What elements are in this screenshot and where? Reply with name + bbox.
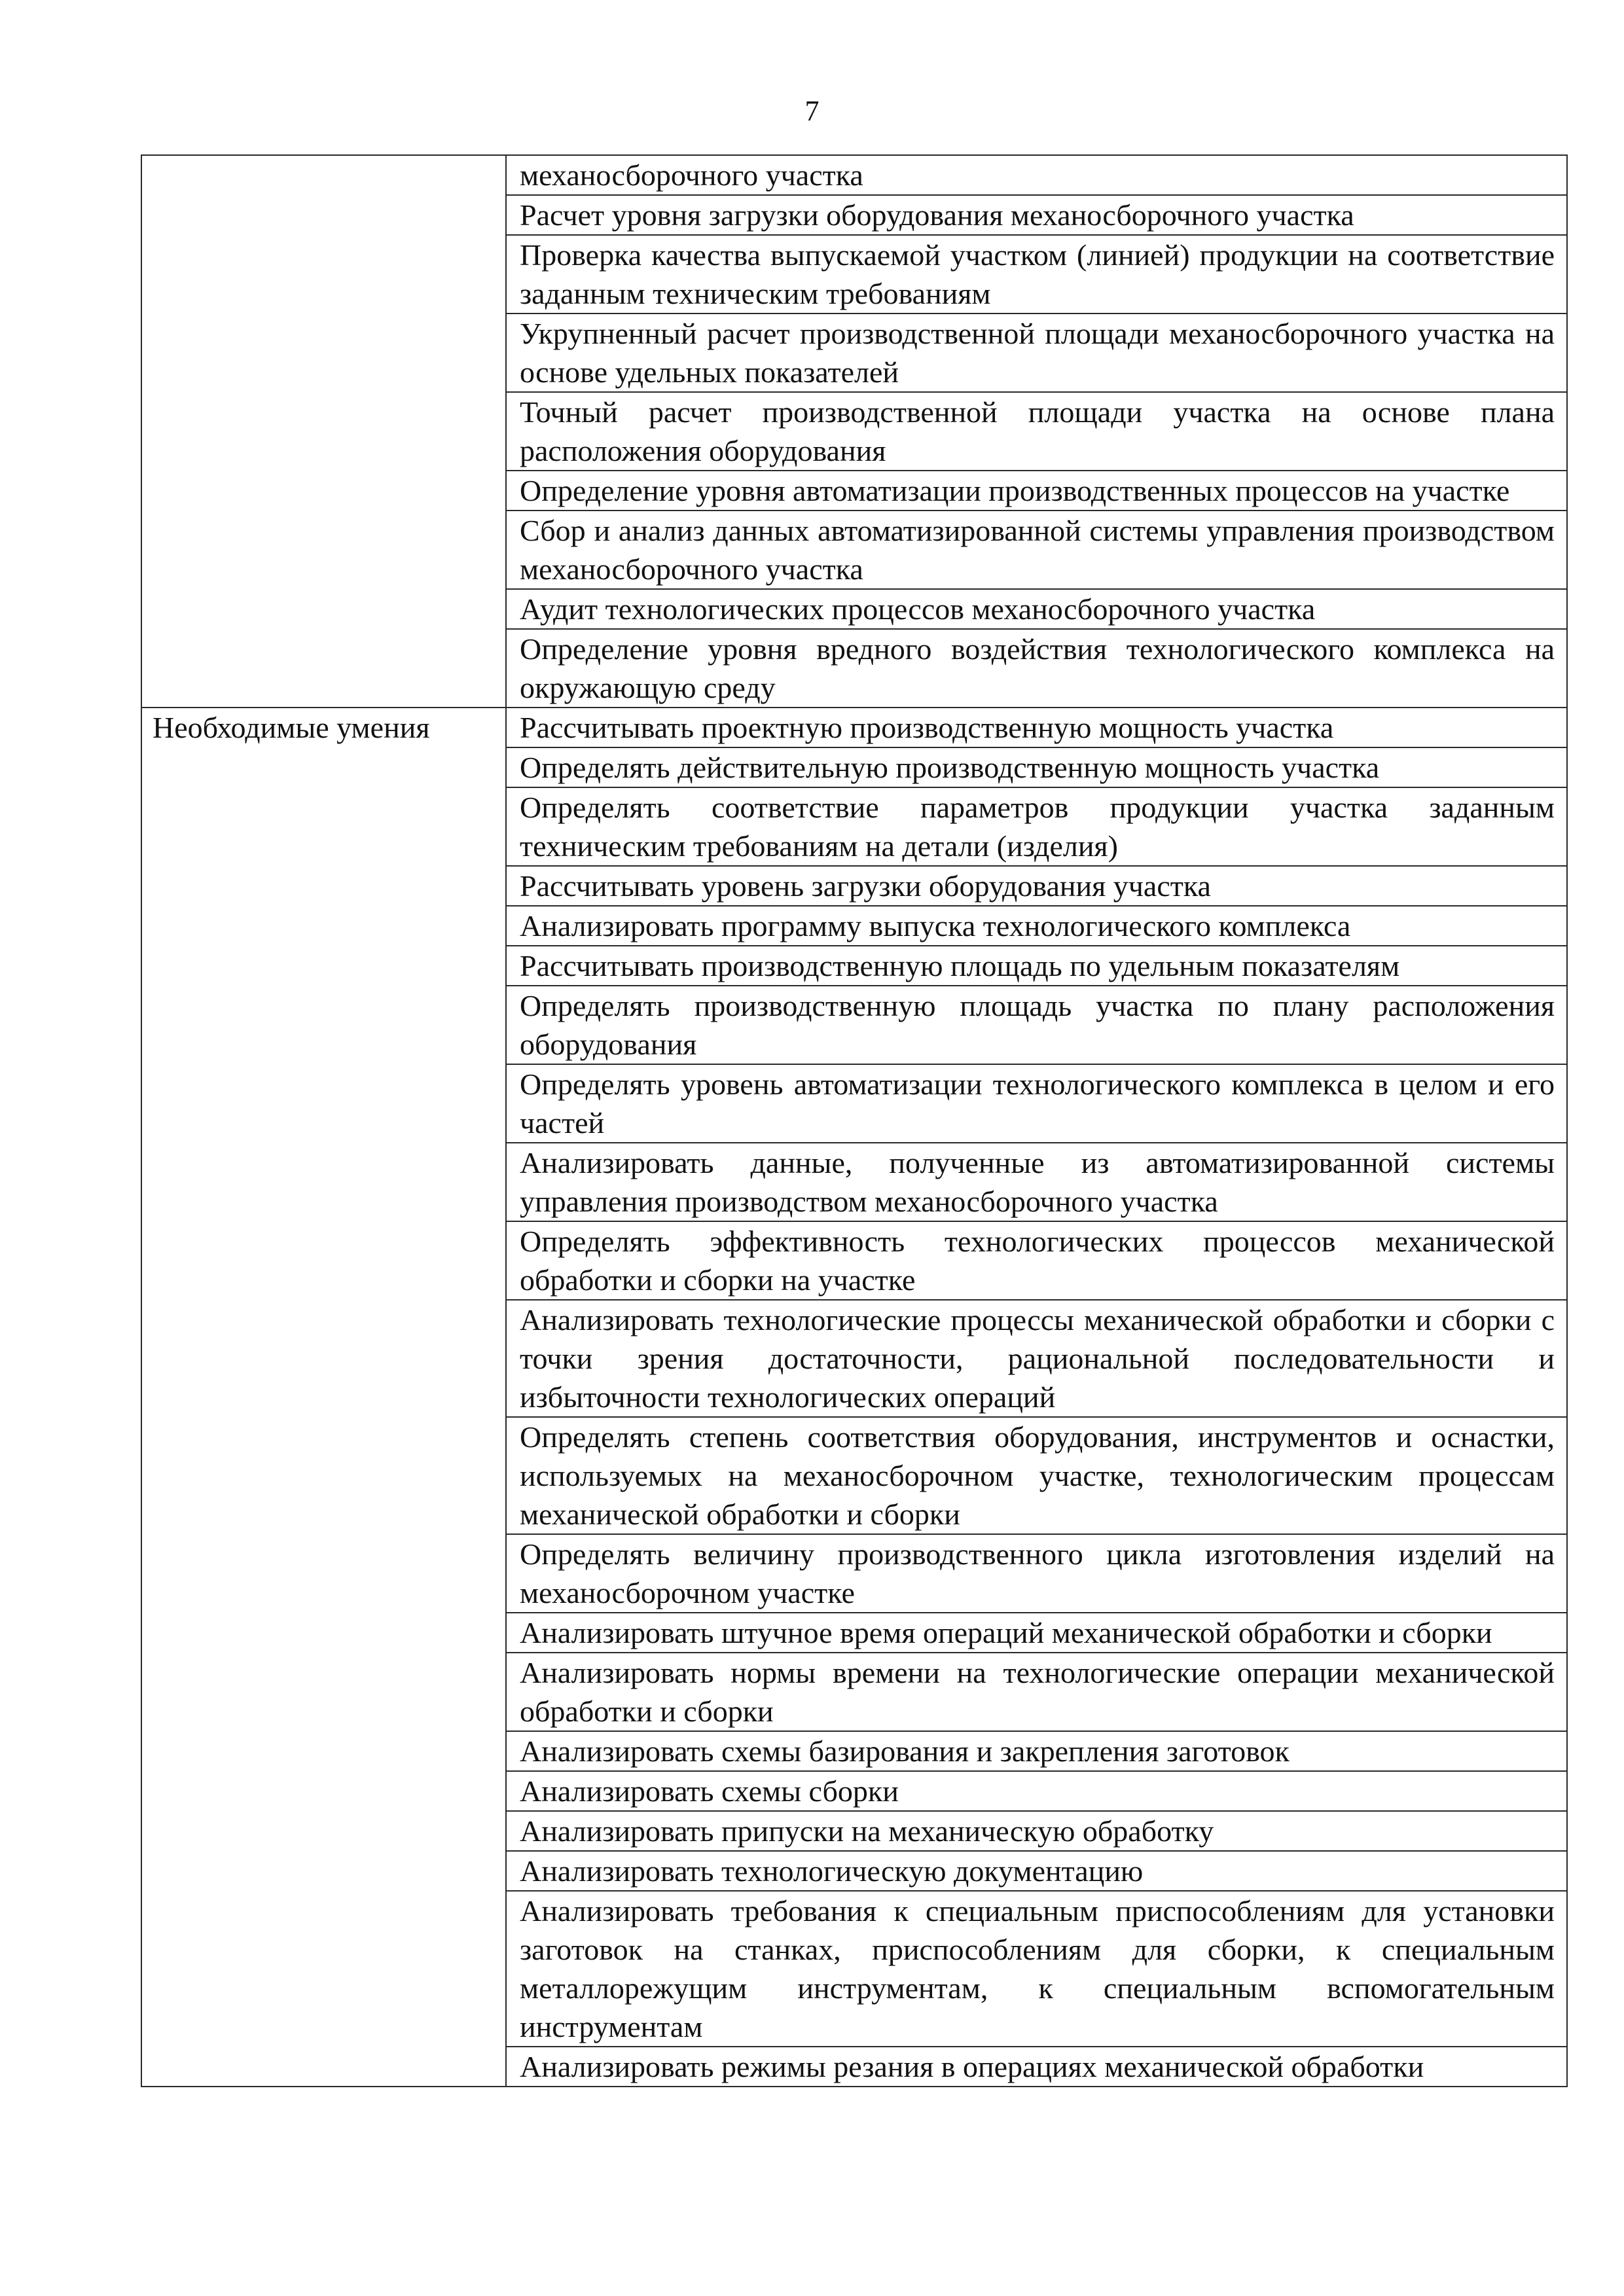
table-cell: Анализировать режимы резания в операциях механической обработки (506, 2047, 1567, 2087)
table-cell: Анализировать требования к специальным приспособлениям для установки заготовок на станках, приспособлениям для сборки, к специальным металлорежущим инструментам, к специальным вспомогательным инструментам (506, 1891, 1567, 2047)
continued-section-label (141, 155, 506, 708)
table-cell: Анализировать программу выпуска технологического комплекса (506, 906, 1567, 946)
page-number: 7 (804, 95, 820, 127)
table-cell: Укрупненный расчет производственной площади механосборочного участка на основе удельных показателей (506, 314, 1567, 392)
table-cell: Анализировать данные, полученные из автоматизированной системы управления производством механосборочного участка (506, 1143, 1567, 1221)
table-cell: Расчет уровня загрузки оборудования механосборочного участка (506, 195, 1567, 235)
table-cell: Определять соответствие параметров продукции участка заданным техническим требованиям на детали (изделия) (506, 787, 1567, 866)
table-cell: Определение уровня автоматизации производственных процессов на участке (506, 471, 1567, 511)
table-cell: Рассчитывать производственную площадь по удельным показателям (506, 946, 1567, 986)
table-cell: Рассчитывать уровень загрузки оборудования участка (506, 866, 1567, 906)
table-cell: Анализировать технологические процессы механической обработки и сборки с точки зрения достаточности, рациональной последовательности и избыточности технологических операций (506, 1300, 1567, 1417)
table-cell: Определять эффективность технологических процессов механической обработки и сборки на участке (506, 1221, 1567, 1300)
table-cell: Определять величину производственного цикла изготовления изделий на механосборочном участке (506, 1534, 1567, 1613)
requirements-table (141, 154, 1568, 2087)
table-cell: Анализировать припуски на механическую обработку (506, 1811, 1567, 1851)
table-cell: Рассчитывать проектную производственную мощность участка (506, 708, 1567, 747)
table-cell: механосборочного участка (506, 155, 1567, 195)
table-cell: Определять уровень автоматизации технологического комплекса в целом и его частей (506, 1064, 1567, 1143)
skills-label: Необходимые умения (141, 708, 506, 2087)
table-cell: Определение уровня вредного воздействия технологического комплекса на окружающую среду (506, 629, 1567, 708)
table-cell: Сбор и анализ данных автоматизированной системы управления производством механосборочного участка (506, 511, 1567, 589)
table-cell: Анализировать схемы базирования и закрепления заготовок (506, 1731, 1567, 1771)
table-cell: Анализировать штучное время операций механической обработки и сборки (506, 1613, 1567, 1653)
table-row (141, 708, 1567, 747)
table-row (141, 155, 1567, 195)
table-cell: Определять действительную производственную мощность участка (506, 747, 1567, 787)
table-cell: Анализировать схемы сборки (506, 1771, 1567, 1811)
table-cell: Аудит технологических процессов механосборочного участка (506, 589, 1567, 629)
table-cell: Проверка качества выпускаемой участком (линией) продукции на соответствие заданным техническим требованиям (506, 235, 1567, 314)
table-cell: Анализировать нормы времени на технологические операции механической обработки и сборки (506, 1653, 1567, 1731)
table-cell: Анализировать технологическую документацию (506, 1851, 1567, 1891)
table-cell: Точный расчет производственной площади участка на основе плана расположения оборудования (506, 392, 1567, 471)
table-cell: Определять производственную площадь участка по плану расположения оборудования (506, 986, 1567, 1064)
table-cell: Определять степень соответствия оборудования, инструментов и оснастки, используемых на механосборочном участке, технологическим процессам механической обработки и сборки (506, 1417, 1567, 1534)
